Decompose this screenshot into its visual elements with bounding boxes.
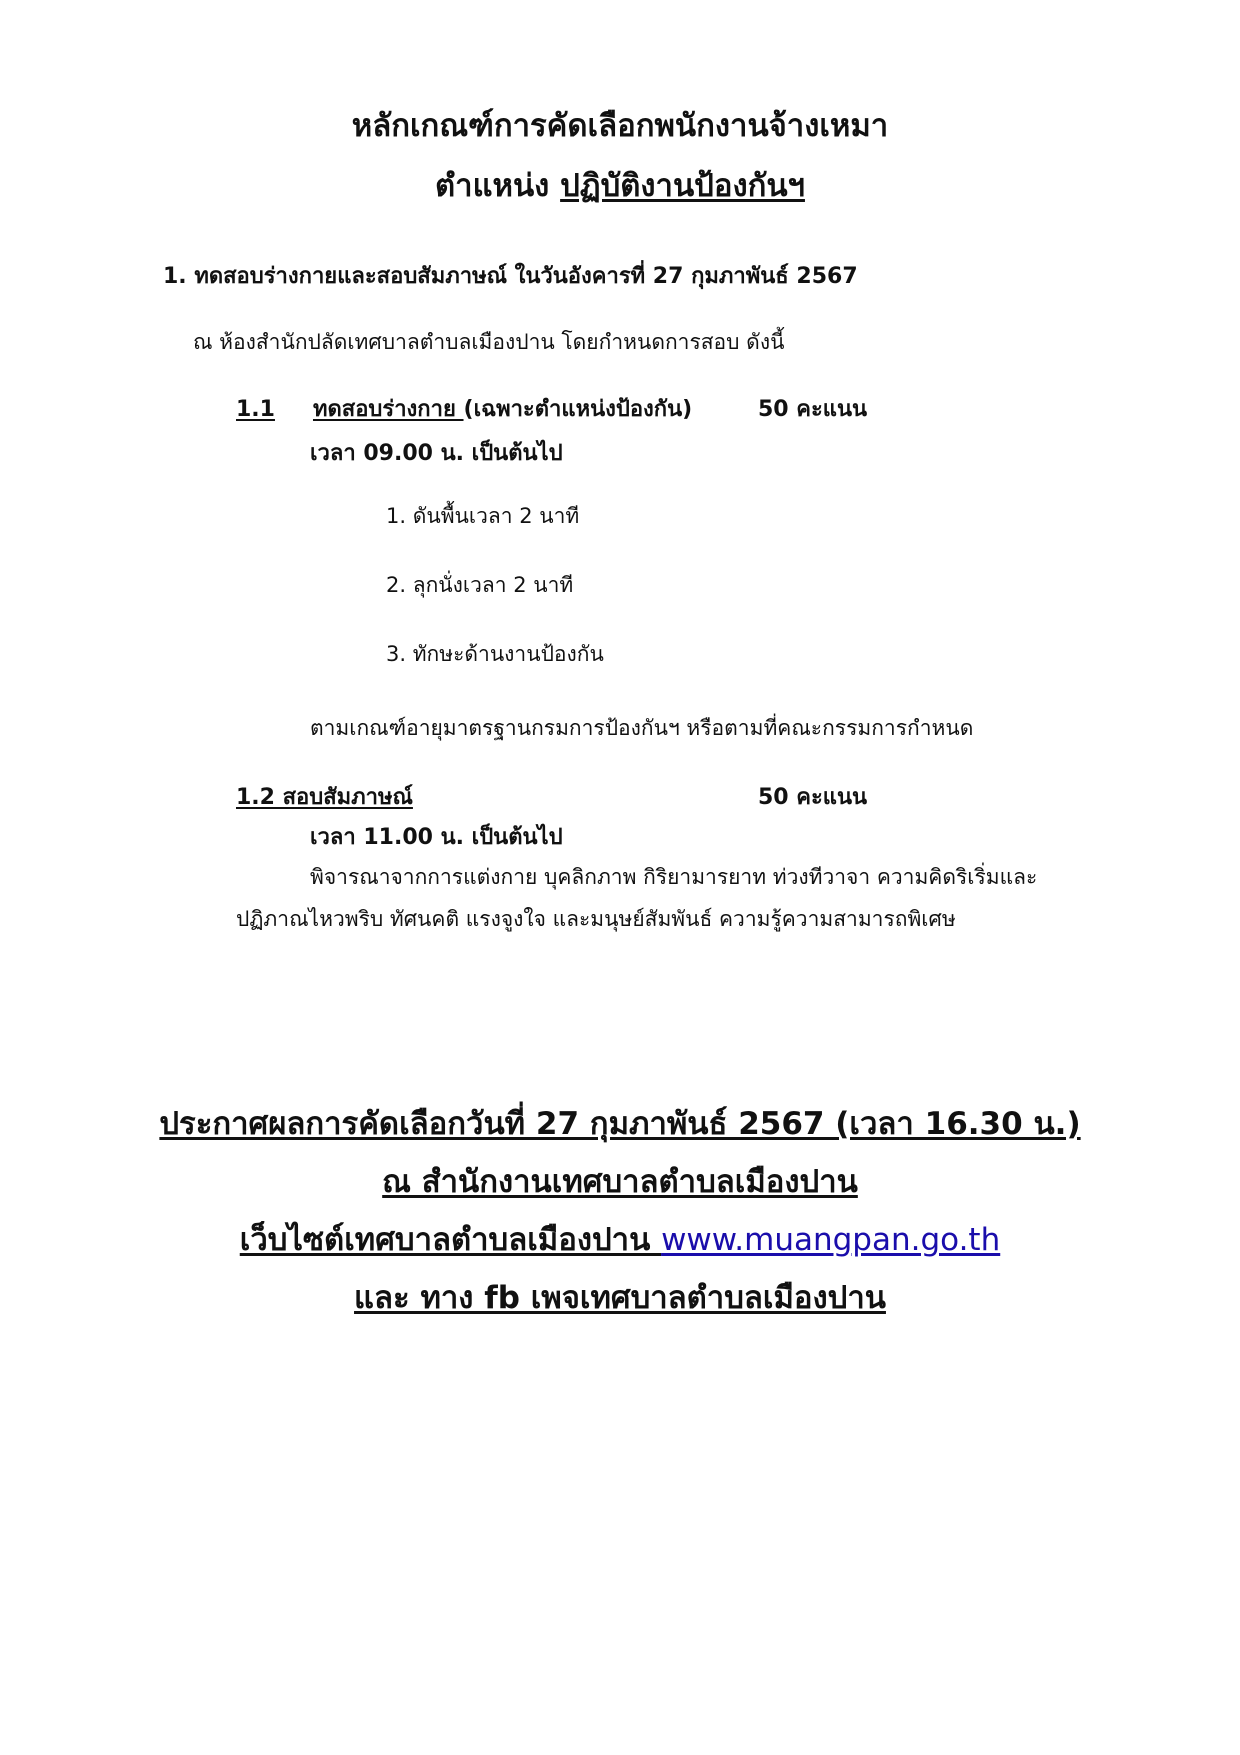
sub2-heading: 1.2 สอบสัมภาษณ์ bbox=[236, 785, 413, 810]
sub1-item-1: 1. ดันพื้นเวลา 2 นาที bbox=[386, 504, 580, 528]
announcement-line2: ณ สำนักงานเทศบาลตำบลเมืองปาน bbox=[382, 1164, 858, 1200]
section1-heading: 1. ทดสอบร่างกายและสอบสัมภาษณ์ ในวันอังคารที่ 27 กุมภาพันธ์ 2567 bbox=[163, 264, 858, 289]
sub1-score: 50 คะแนน bbox=[758, 397, 868, 422]
section1-location: ณ ห้องสำนักปลัดเทศบาลตำบลเมืองปาน โดยกำหนดการสอบ ดังนี้ bbox=[193, 330, 785, 354]
sub1-heading bbox=[236, 391, 692, 426]
sub1-item-2: 2. ลุกนั่งเวลา 2 นาที bbox=[386, 573, 574, 597]
announcement-website-text: เว็บไซต์เทศบาลตำบลเมืองปาน bbox=[239, 1222, 662, 1258]
announcement-line4: และ ทาง fb เพจเทศบาลตำบลเมืองปาน bbox=[354, 1280, 886, 1316]
position-line bbox=[0, 160, 1240, 210]
sub2-score: 50 คะแนน bbox=[758, 785, 868, 810]
sub2-description-line1: พิจารณาจากการแต่งกาย บุคลิกภาพ กิริยามารยาท ท่วงทีวาจา ความคิดริเริ่มและ bbox=[310, 865, 1038, 889]
sub2-time: เวลา 11.00 น. เป็นต้นไป bbox=[310, 825, 563, 850]
document-title: หลักเกณฑ์การคัดเลือกพนักงานจ้างเหมา bbox=[351, 108, 889, 144]
position-name: ปฏิบัติงานป้องกันฯ bbox=[560, 168, 805, 204]
website-link[interactable]: www.muangpan.go.th bbox=[661, 1222, 1001, 1258]
sub1-item-3: 3. ทักษะด้านงานป้องกัน bbox=[386, 642, 604, 666]
sub1-title-rest: (เฉพาะตำแหน่งป้องกัน) bbox=[463, 397, 693, 422]
sub1-time: เวลา 09.00 น. เป็นต้นไป bbox=[310, 441, 563, 466]
announcement-line1: ประกาศผลการคัดเลือกวันที่ 27 กุมภาพันธ์ 2567 (เวลา 16.30 น.) bbox=[159, 1106, 1081, 1142]
announcement-line3 bbox=[0, 1214, 1240, 1264]
sub1-criteria: ตามเกณฑ์อายุมาตรฐานกรมการป้องกันฯ หรือตามที่คณะกรรมการกำหนด bbox=[310, 716, 974, 740]
sub1-title-underlined: ทดสอบร่างกาย bbox=[312, 397, 464, 422]
sub2-description-line2: ปฏิภาณไหวพริบ ทัศนคติ แรงจูงใจ และมนุษย์สัมพันธ์ ความรู้ความสามารถพิเศษ bbox=[236, 907, 956, 931]
sub1-number: 1.1 bbox=[236, 397, 275, 422]
position-prefix: ตำแหน่ง bbox=[435, 168, 561, 204]
